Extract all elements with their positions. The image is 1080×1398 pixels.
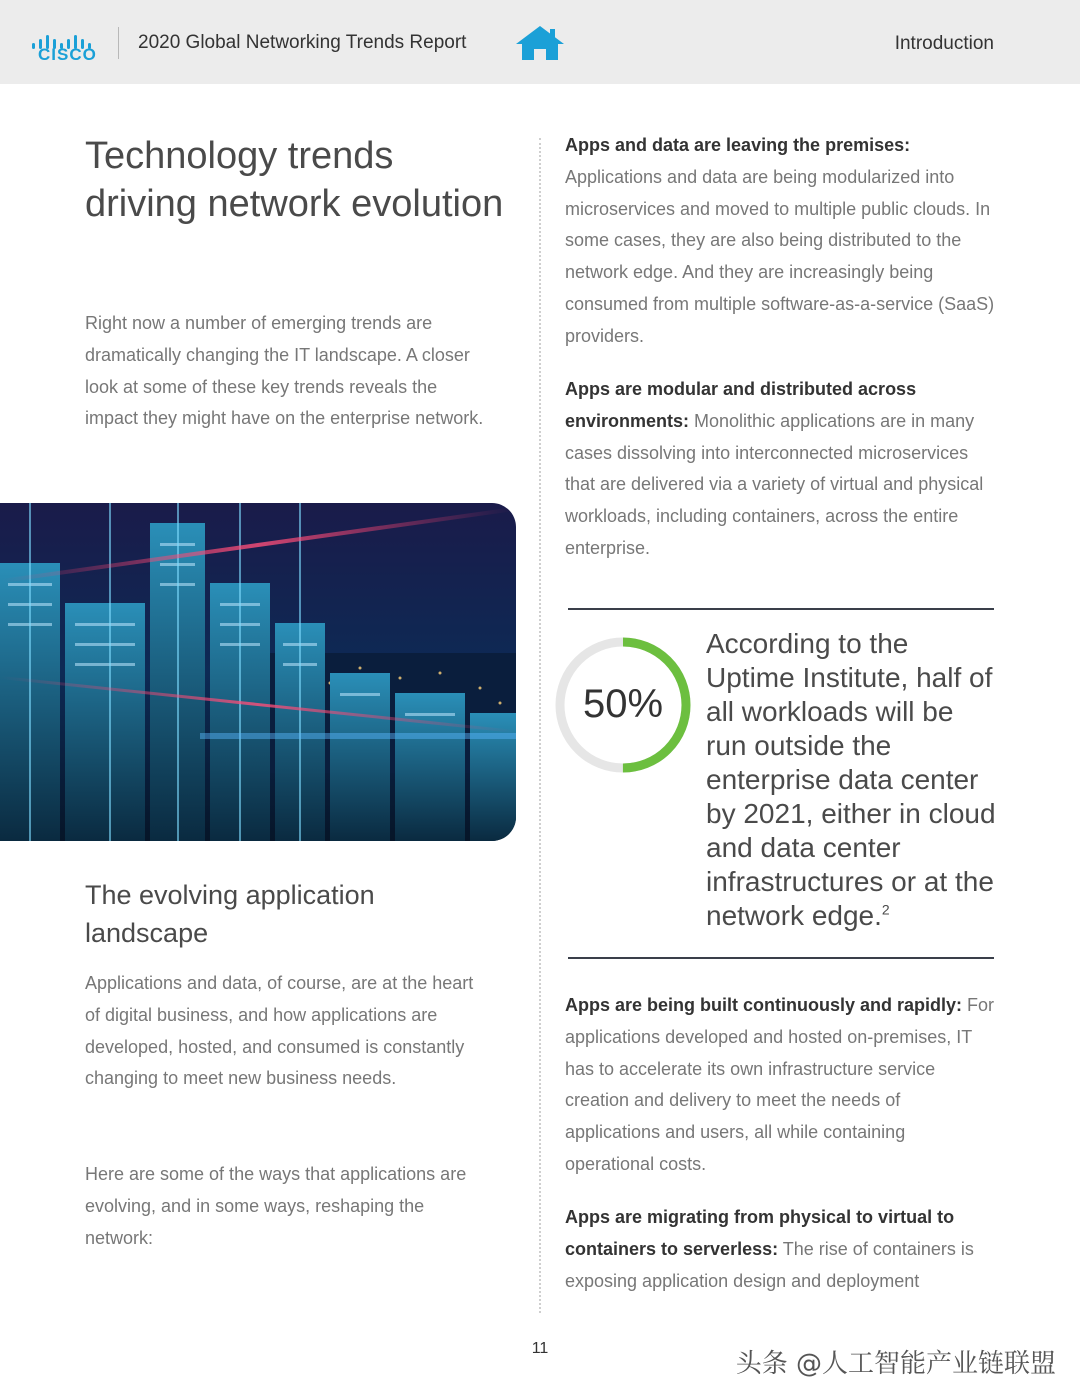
footnote-marker[interactable]: 2 <box>881 901 890 918</box>
column-divider <box>539 138 541 1313</box>
page-header <box>0 0 1080 84</box>
section-link-introduction[interactable]: Introduction <box>894 33 994 54</box>
stat-rule-top <box>568 608 994 610</box>
trend-block-1 <box>565 130 995 353</box>
trend-heading-2: Apps are modular and distributed across environments: <box>565 379 917 431</box>
cisco-logo-text: CISCO <box>38 45 97 64</box>
watermark: 头条 @人工智能产业链联盟 <box>735 1349 1056 1379</box>
intro-paragraph: Right now a number of emerging trends are dramatically changing the IT landscape. A closer look at some of these key trends reveals the impact they might have on the enterprise network. <box>85 313 484 429</box>
trend-text-1: Applications and data are being modularized into microservices and moved to multiple public clouds. In some cases, they are also being distributed to the network edge. And they are increasingly being consumed from multiple software-as-a-service (SaaS) providers. <box>565 166 995 346</box>
body-paragraph-2: Here are some of the ways that applications are evolving, and in some ways, reshaping the network: <box>85 1164 467 1248</box>
section-subtitle: The evolving application landscape <box>85 880 375 948</box>
trend-heading-3: Apps are being built continuously and rapidly: <box>565 995 963 1015</box>
trend-block-4 <box>565 1202 995 1297</box>
trend-text-3: For applications developed and hosted on-premises, IT has to accelerate its own infrastructure service creation and delivery to meet the needs of applications and users, all while containing operational costs. <box>565 995 995 1174</box>
stat-value: 50% <box>582 682 664 726</box>
trend-text-2: Monolithic applications are in many cases dissolving into interconnected microservices that are delivered via a variety of virtual and physical workloads, including containers, across the entire enterprise. <box>565 410 984 558</box>
home-icon[interactable] <box>514 24 566 62</box>
stat-quote <box>706 627 996 933</box>
header-divider <box>118 27 119 59</box>
trend-heading-1: Apps and data are leaving the premises: <box>565 135 911 155</box>
report-title: 2020 Global Networking Trends Report <box>138 32 467 53</box>
city-illustration <box>0 503 516 841</box>
stat-quote-text: According to the Uptime Institute, half of all workloads will be run outside the enterprise data center by 2021, either in cloud and data center infrastructures or at the network edge. <box>706 628 996 931</box>
trend-block-2 <box>565 374 995 565</box>
page-number: 11 <box>531 1340 549 1357</box>
stat-rule-bottom <box>568 957 994 959</box>
trend-heading-4: Apps are migrating from physical to virtual to containers to serverless: <box>565 1207 955 1259</box>
body-paragraph-1: Applications and data, of course, are at the heart of digital business, and how applications are developed, hosted, and consumed is constantly changing to meet new business needs. <box>85 973 474 1089</box>
trend-text-4: The rise of containers is exposing application design and deployment <box>565 1238 974 1291</box>
trend-block-3 <box>565 990 995 1181</box>
city-night-image <box>0 503 516 841</box>
page-title: Technology trends driving network evolution <box>85 135 504 225</box>
